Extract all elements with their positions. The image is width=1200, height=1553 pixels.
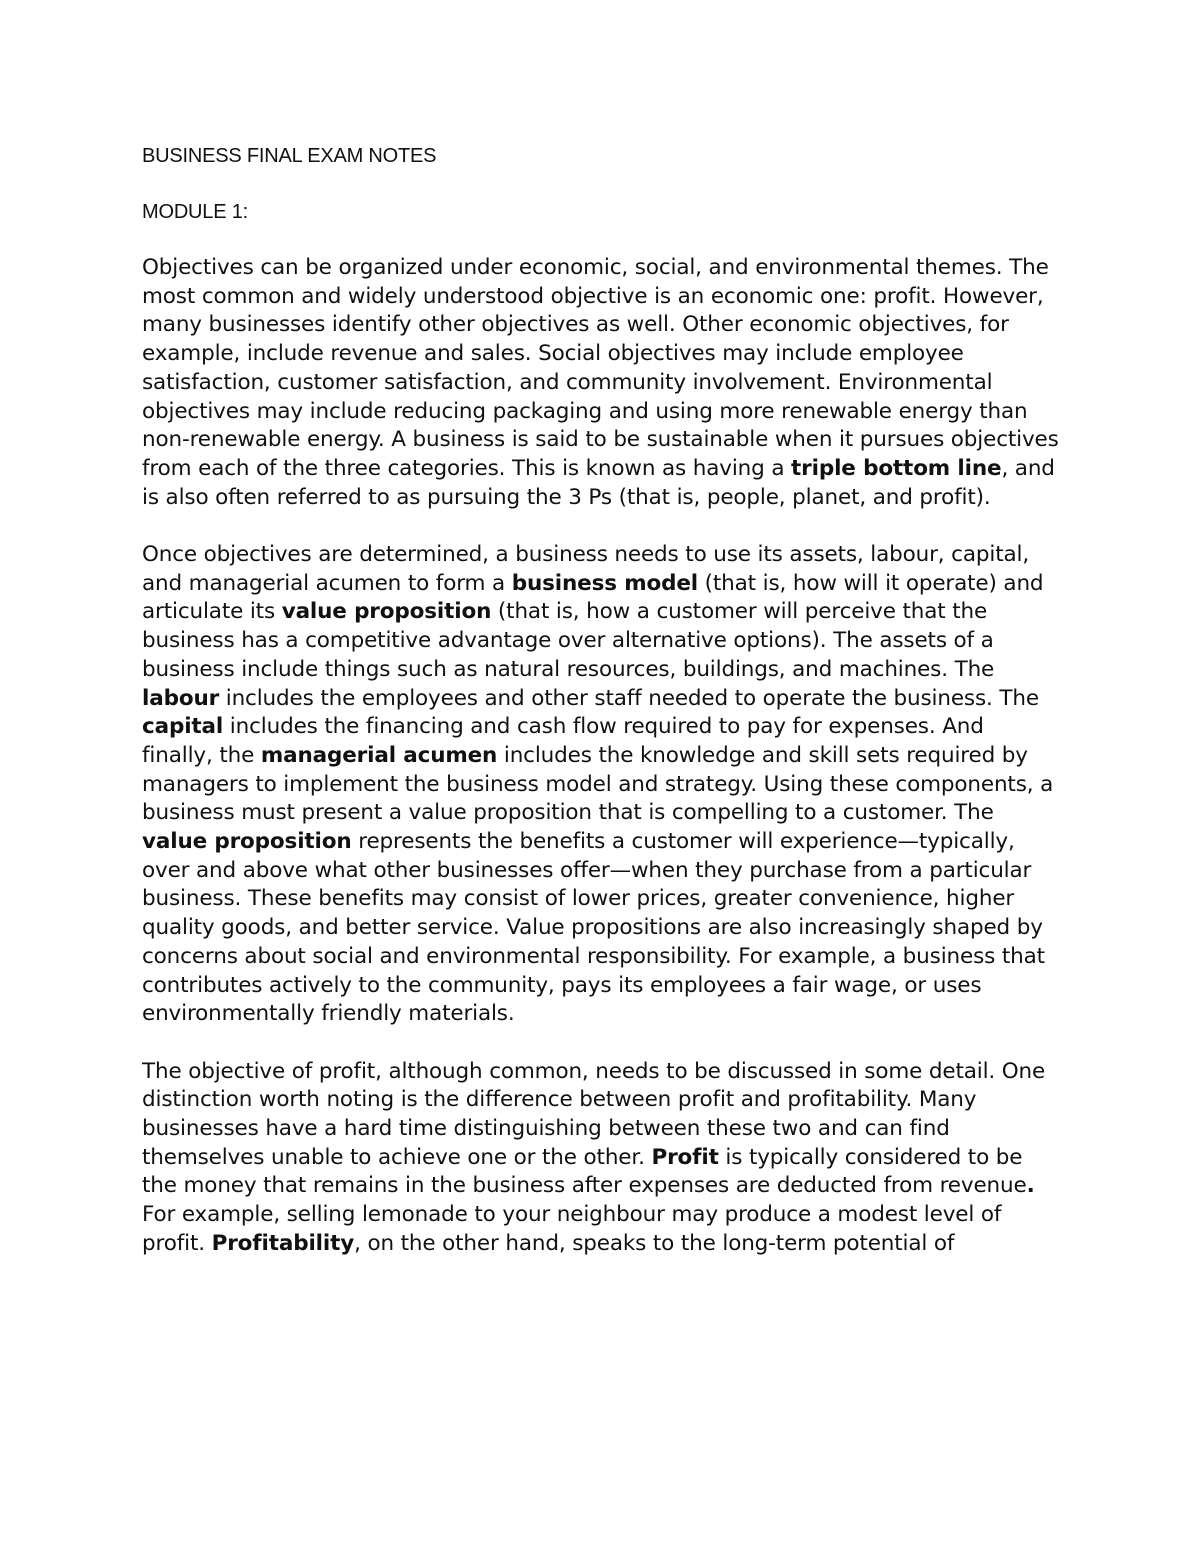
paragraph-1 — [142, 254, 1060, 512]
bold-term: managerial acumen — [260, 742, 498, 768]
text-run: represents the benefits a customer will experience—typically, over and above what other businesses offer—when they purchase from a particular business. These benefits may consist of lower prices, greater convenience, higher quality goods, and better service. Value propositions are also increasingly shaped by concerns about social and environmental responsibility. For example, a business that contributes actively to the community, pays its employees a fair wage, or uses environmentally friendly materials. — [142, 829, 1045, 1027]
document-page — [142, 142, 1060, 1287]
bold-term: Profitability — [211, 1230, 355, 1256]
text-run: (that is, how will it operate) and articulate its — [142, 570, 1044, 625]
text-run: The objective of profit, although common, needs to be discussed in some detail. One distinction worth noting is the difference between profit and profitability. Many businesses have a hard time distinguishing between these two and can find themselves unable to achieve one or the other. — [142, 1058, 1046, 1170]
bold-term: value proposition — [142, 829, 352, 855]
text-run: includes the employees and other staff needed to operate the business. The — [219, 685, 1039, 711]
module-heading: MODULE 1: — [142, 201, 249, 223]
paragraph-3 — [142, 1058, 1060, 1259]
bold-term: value proposition — [281, 599, 492, 625]
bold-term: capital — [142, 714, 224, 740]
bold-term: labour — [142, 685, 220, 711]
bold-term: business model — [511, 570, 698, 596]
bold-term: . — [1026, 1173, 1035, 1199]
text-run: Objectives can be organized under economic, social, and environmental themes. The most common and widely understood objective is an economic one: profit. However, many businesses identify other objectives as well. Other economic objectives, for example, include revenue and sales. Social objectives may include employee satisfaction, customer satisfaction, and community involvement. Environmental objectives may include reducing packaging and using more renewable energy than non-renewable energy. A business is said to be sustainable when it pursues objectives from each of the three categories. This is known as having a — [142, 255, 1059, 481]
text-run: is typically considered to be the money that remains in the business after expenses are deducted from revenue — [142, 1144, 1027, 1199]
bold-term: triple bottom line — [791, 455, 1002, 481]
bold-term: Profit — [651, 1144, 719, 1170]
text-run: , on the other hand, speaks to the long-term potential of — [354, 1230, 955, 1256]
text-run: For example, selling lemonade to your neighbour may produce a modest level of profit. — [142, 1202, 1002, 1256]
text-run: (that is, how a customer will perceive that the business has a competitive advantage over alternative options). The assets of a business include things such as natural resources, buildings, and machines. The — [142, 599, 995, 682]
paragraph-2 — [142, 541, 1060, 1029]
document-title: BUSINESS FINAL EXAM NOTES — [142, 145, 437, 167]
paragraph-container — [142, 254, 1060, 1259]
text-run: , and is also often referred to as pursuing the 3 Ps (that is, people, planet, and profit). — [142, 455, 1055, 510]
text-run: includes the financing and cash flow required to pay for expenses. And finally, the — [142, 714, 984, 768]
text-run: includes the knowledge and skill sets required by managers to implement the business model and strategy. Using these components, a business must present a value proposition that is compelling to a customer. The — [142, 742, 1054, 826]
text-run: Once objectives are determined, a business needs to use its assets, labour, capital, and managerial acumen to form a — [142, 542, 1030, 596]
